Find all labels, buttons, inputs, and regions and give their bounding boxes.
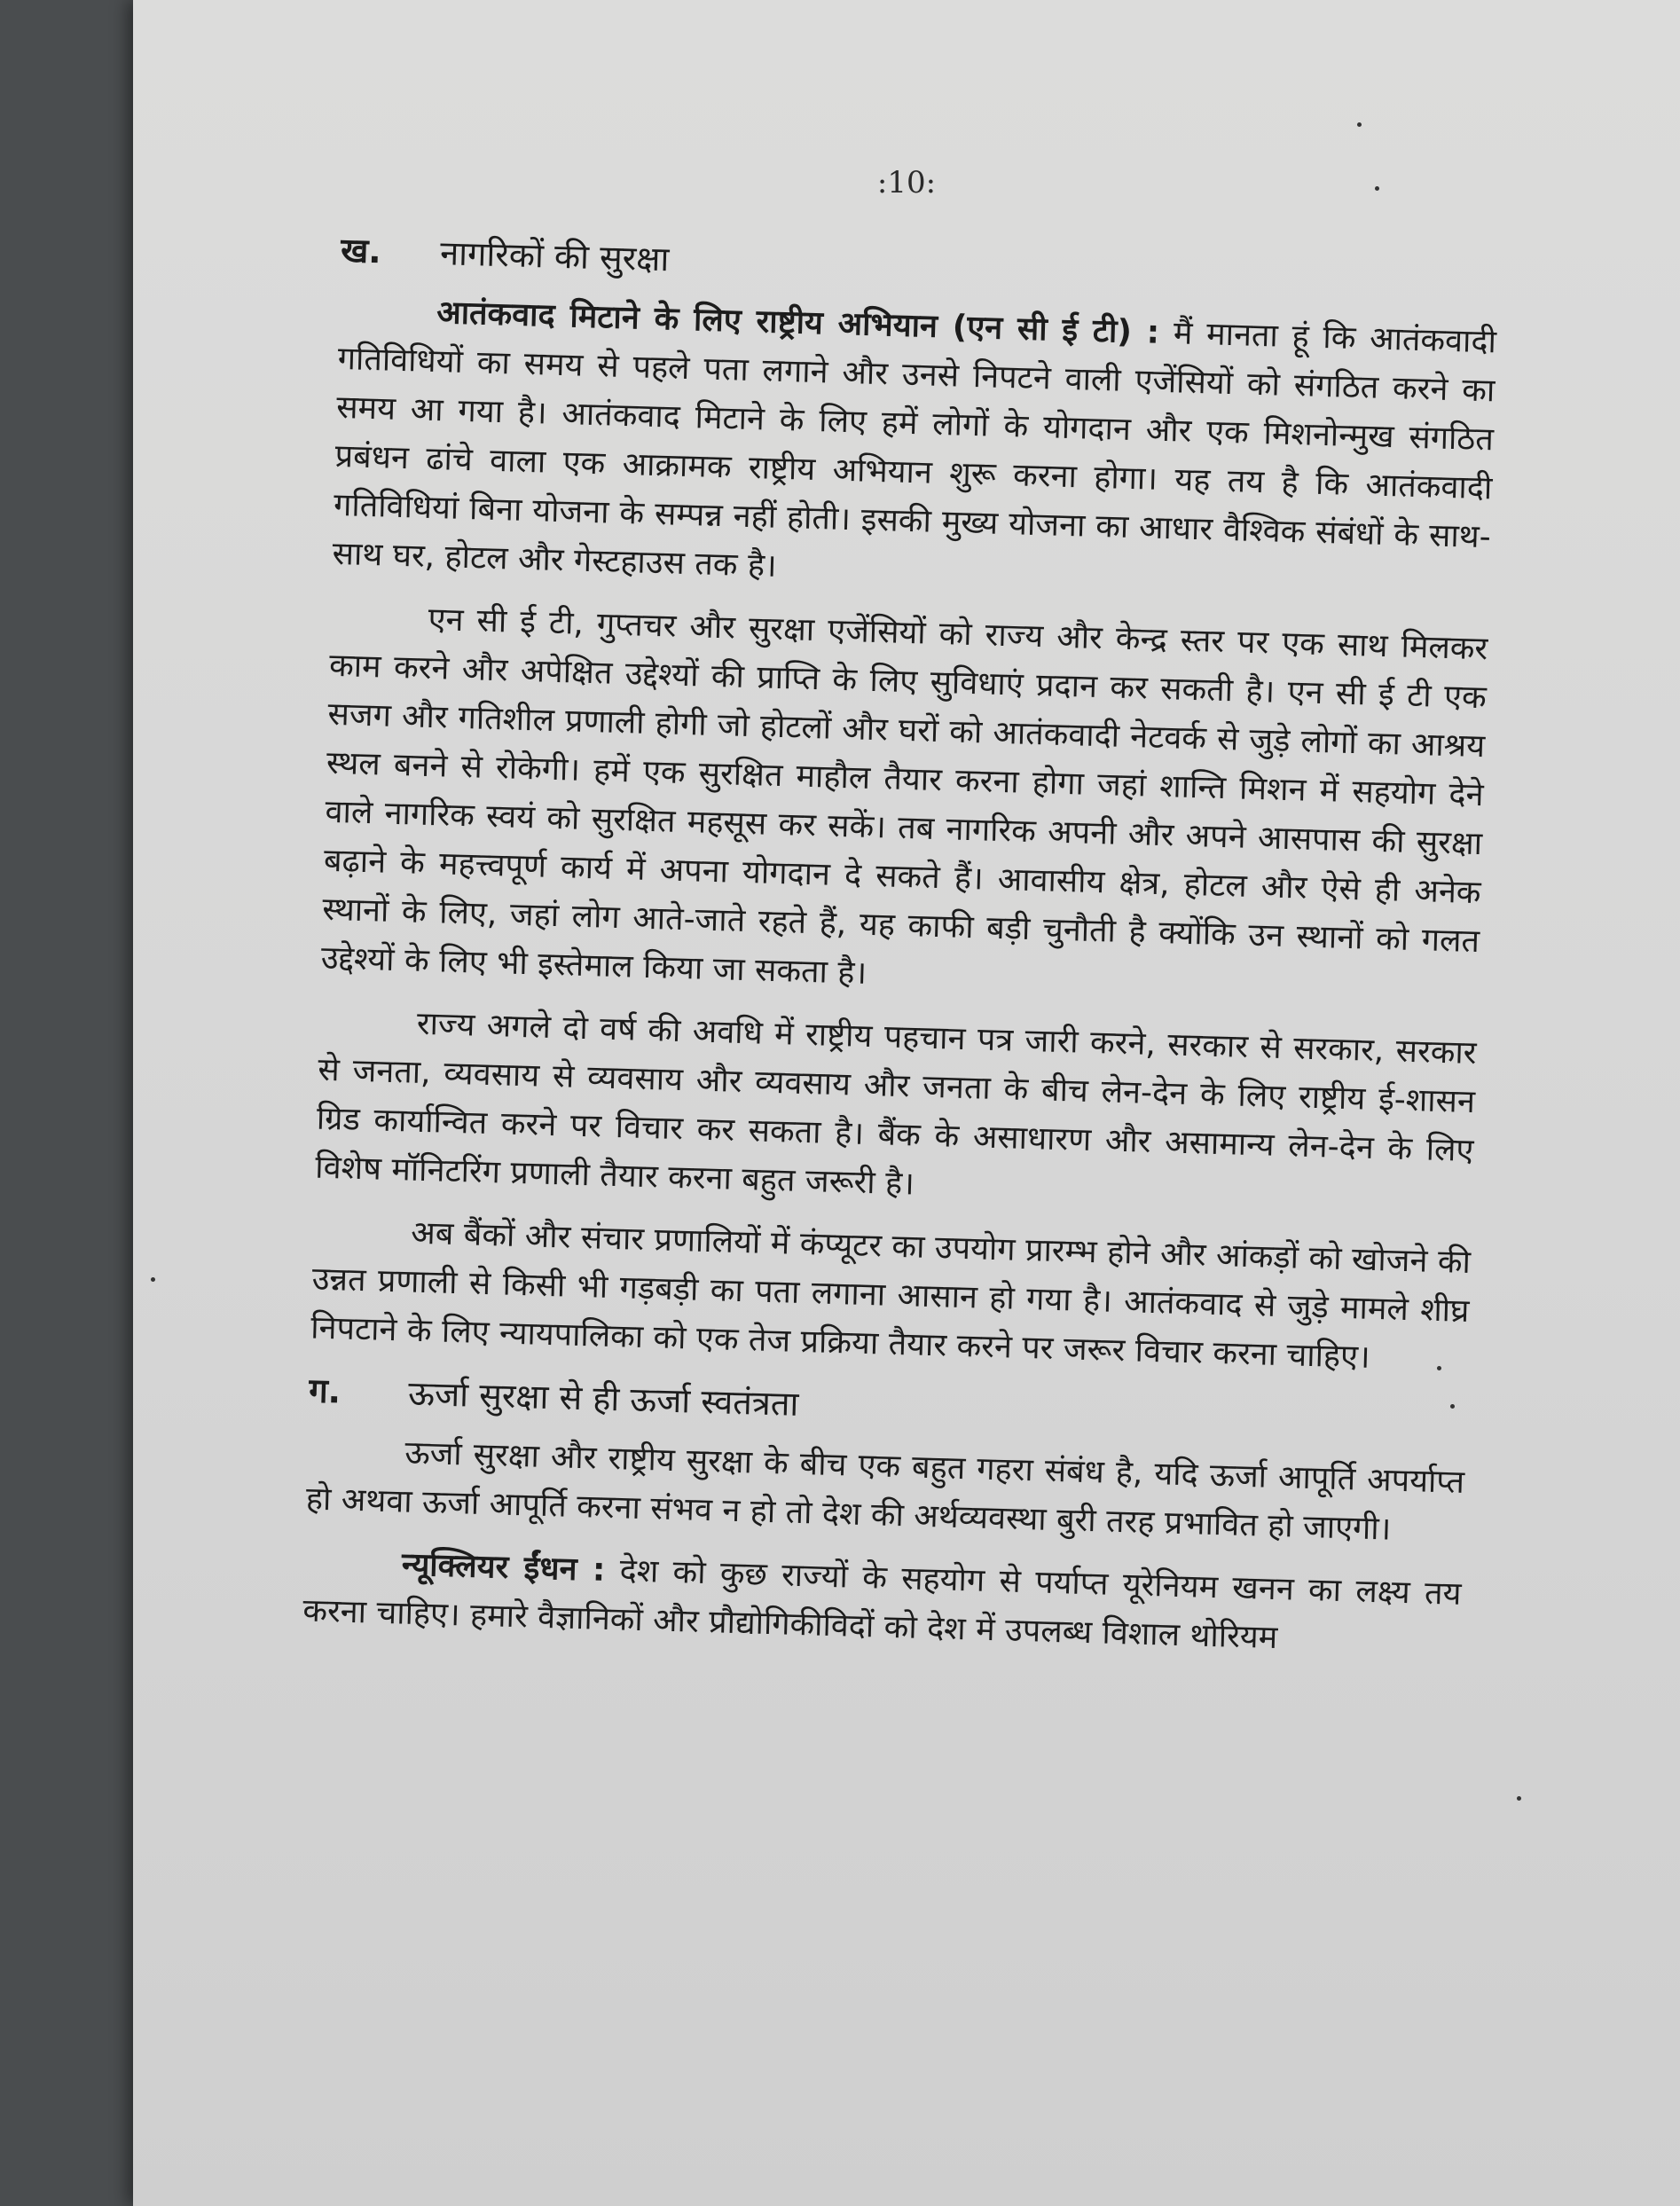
page-body xyxy=(302,226,1498,1682)
paragraph xyxy=(305,1425,1465,1555)
paper-speck xyxy=(151,1277,155,1282)
paragraph-text: मैं मानता हूं कि आतंकवादी गतिविधियों का समय से पहले पता लगाने और उनसे निपटने वाली एजेंसियों को संगठित करने का समय आ गया है। आतंकवाद मिटाने के लिए हमें लोगों के योगदान और एक मिशनोन्मुख संगठित प्रबंधन ढांचे वाला एक आक्रामक राष्ट्रीय अभियान शुरू करना होगा। यह तय है कि आतंकवादी गतिविधियां बिना योजना के सम्पन्न नहीं होती। इसकी मुख्य योजना का आधार वैश्विक संबंधों के साथ-साथ घर, होटल और गेस्टहाउस तक है। xyxy=(332,314,1497,585)
paragraph-text: राज्य अगले दो वर्ष की अवधि में राष्ट्रीय पहचान पत्र जारी करने, सरकार से सरकार, सरकार से जनता, व्यवसाय से व्यवसाय और व्यवसाय और जनता के बीच लेन-देन के लिए राष्ट्रीय ई-शासन ग्रिड कार्यान्वित करने पर विचार कर सकता है। बैंक के असाधारण और असामान्य लेन-देन के लिए विशेष मॉनिटरिंग प्रणाली तैयार करना बहुत जरूरी है। xyxy=(314,1005,1478,1203)
paragraph-text: देश को कुछ राज्यों के सहयोग से पर्याप्त यूरेनियम खनन का लक्ष्य तय करना चाहिए। हमारे वैज्ञानिकों और प्रौद्योगिकीविदों को देश में उपलब्ध विशाल थोरियम xyxy=(302,1551,1463,1657)
document-page xyxy=(133,0,1680,2206)
paragraph xyxy=(315,997,1478,1224)
section-marker: ग. xyxy=(308,1370,341,1411)
paper-speck xyxy=(1437,1366,1441,1370)
page-number: :10: xyxy=(876,165,937,200)
section-marker: ख. xyxy=(340,230,382,271)
section-title: नागरिकों की सुरक्षा xyxy=(439,233,670,279)
paper-speck xyxy=(1357,122,1362,127)
paragraph xyxy=(310,1206,1472,1385)
paper-speck xyxy=(1375,186,1379,191)
paragraph-text: अब बैंकों और संचार प्रणालियों में कंप्यूटर का उपयोग प्रारम्भ होने और आंकड़ों को खोजने की उन्नत प्रणाली से किसी भी गड़बड़ी का पता लगाना आसान हो गया है। आतंकवाद से जुड़े मामले शीघ्र निपटाने के लिए न्यायपालिका को एक तेज प्रक्रिया तैयार करने पर जरूर विचार करना चाहिए। xyxy=(310,1214,1472,1376)
paragraph-text: एन सी ई टी, गुप्तचर और सुरक्षा एजेंसियों को राज्य और केन्द्र स्तर पर एक साथ मिलकर काम करने और अपेक्षित उद्देश्यों की प्राप्ति के लिए सुविधाएं प्रदान कर सकती है। एन सी ई टी एक सजग और गतिशील प्रणाली होगी जो होटलों और घरों को आतंकवादी नेटवर्क से जुड़े लोगों का आश्रय स्थल बनने से रोकेगी। हमें एक सुरक्षित माहौल तैयार करना होगा जहां शान्ति मिशन में सहयोग देने वाले नागरिक स्वयं को सुरक्षित महसूस कर सकें। तब नागरिक अपनी और अपने आसपास की सुरक्षा बढ़ाने के महत्त्वपूर्ण कार्य में अपना योगदान दे सकते हैं। आवासीय क्षेत्र, होटल और ऐसे ही अनेक स्थानों के लिए, जहां लोग आते-जाते रहते हैं, यह काफी बड़ी चुनौती है क्योंकि उन स्थानों को गलत उद्देश्यों के लिए भी इस्तेमाल किया जा सकता है। xyxy=(320,601,1488,992)
paper-speck xyxy=(1450,1404,1455,1409)
paragraph xyxy=(332,286,1497,610)
section-title: ऊर्जा सुरक्षा से ही ऊर्जा स्वतंत्रता xyxy=(407,1373,799,1424)
paragraph xyxy=(320,593,1488,1015)
paragraph-lead: न्यूक्लियर ईंधन : xyxy=(401,1546,606,1589)
paragraph-lead: आतंकवाद मिटाने के लिए राष्ट्रीय अभियान (एन सी ई टी) : xyxy=(436,294,1160,351)
paper-speck xyxy=(1517,1796,1521,1801)
paragraph xyxy=(302,1537,1463,1667)
paragraph-text: ऊर्जा सुरक्षा और राष्ट्रीय सुरक्षा के बीच एक बहुत गहरा संबंध है, यदि ऊर्जा आपूर्ति अपर्याप्त हो अथवा ऊर्जा आपूर्ति करना संभव न हो तो देश की अर्थव्यवस्था बुरी तरह प्रभावित हो जाएगी। xyxy=(305,1434,1465,1548)
